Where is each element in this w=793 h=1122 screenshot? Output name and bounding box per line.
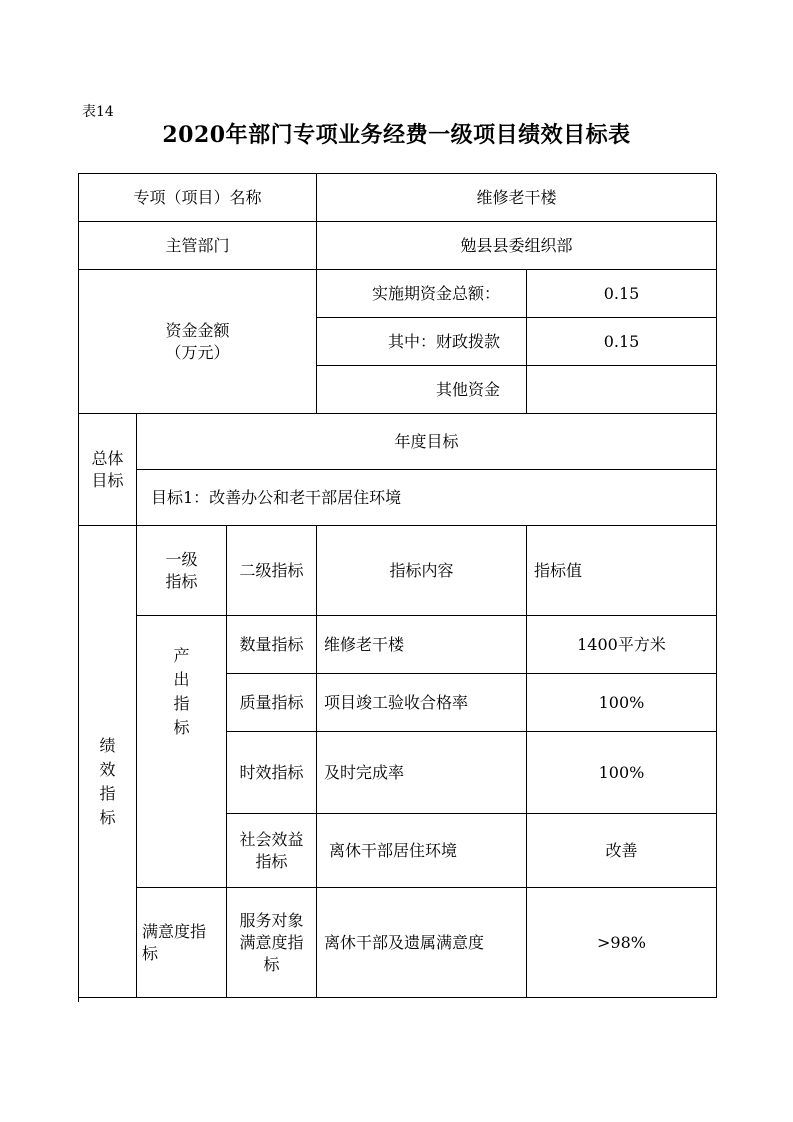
- funds-other-label: 其他资金: [317, 366, 527, 414]
- output-indicator-label: [137, 616, 227, 888]
- satisfaction-label-line1: 满意度指: [142, 921, 207, 941]
- overall-goal-label-line2: 目标: [91, 470, 124, 490]
- funds-fiscal-value: 0.15: [527, 318, 717, 366]
- goal-1: 目标1：改善办公和老干部居住环境: [137, 470, 717, 526]
- quantity-value: 1400平方米: [527, 616, 717, 674]
- output-label-char: 标: [173, 718, 190, 737]
- level2-indicator-header: 二级指标: [227, 526, 317, 616]
- service-satisfaction-indicator: [227, 888, 317, 998]
- quantity-content: 维修老干楼: [317, 616, 527, 674]
- table-number: 表14: [82, 104, 114, 120]
- indicator-content-header: 指标内容: [317, 526, 527, 616]
- funds-fiscal-label: 其中：财政拨款: [317, 318, 527, 366]
- output-label-char: 出: [173, 670, 190, 689]
- service-satisfaction-line3: 标: [263, 954, 280, 974]
- service-satisfaction-line1: 服务对象: [239, 910, 304, 930]
- department-value: 勉县县委组织部: [317, 222, 717, 270]
- satisfaction-indicator-label: [137, 888, 227, 998]
- satisfaction-label-line2: 标: [142, 943, 159, 963]
- project-name-value: 维修老干楼: [317, 174, 717, 222]
- quality-indicator: 质量指标: [227, 674, 317, 732]
- timeliness-value: 100%: [527, 732, 717, 814]
- funds-total-label: 实施期资金总额：: [317, 270, 527, 318]
- level1-indicator-header: [137, 526, 227, 616]
- perf-label-char: 标: [99, 807, 116, 827]
- indicator-value-header: 指标值: [527, 526, 717, 616]
- funds-label: [79, 270, 317, 414]
- service-satisfaction-line2: 满意度指: [239, 932, 304, 952]
- output-label-char: 指: [173, 694, 190, 713]
- page-title: 2020年部门专项业务经费一级项目绩效目标表: [162, 122, 631, 148]
- social-benefit-line1: 社会效益: [239, 829, 304, 849]
- social-benefit-line2: 指标: [255, 851, 288, 871]
- quality-value: 100%: [527, 674, 717, 732]
- performance-target-table: [78, 173, 716, 1002]
- project-name-label: 专项（项目）名称: [79, 174, 317, 222]
- overall-goal-label-line1: 总体: [91, 448, 124, 468]
- funds-total-value: 0.15: [527, 270, 717, 318]
- quantity-indicator: 数量指标: [227, 616, 317, 674]
- quality-content: 项目竣工验收合格率: [317, 674, 527, 732]
- funds-other-value: [527, 366, 717, 414]
- funds-label-line2: （万元）: [165, 342, 230, 362]
- performance-indicator-label: [79, 526, 137, 998]
- social-benefit-value: 改善: [527, 814, 717, 888]
- department-label: 主管部门: [79, 222, 317, 270]
- output-label-char: 产: [173, 646, 190, 665]
- overall-goal-label: [79, 414, 137, 526]
- perf-label-char: 绩: [99, 735, 116, 755]
- perf-label-char: 指: [99, 783, 116, 803]
- timeliness-content: 及时完成率: [317, 732, 527, 814]
- social-benefit-indicator: [227, 814, 317, 888]
- level1-header-line1: 一级: [165, 549, 198, 569]
- level1-header-line2: 指标: [165, 571, 198, 591]
- satisfaction-value: >98%: [527, 888, 717, 998]
- social-benefit-content: 离休干部居住环境: [317, 814, 527, 888]
- perf-label-char: 效: [99, 759, 116, 779]
- annual-goal-header: 年度目标: [137, 414, 717, 470]
- timeliness-indicator: 时效指标: [227, 732, 317, 814]
- satisfaction-content: 离休干部及遗属满意度: [317, 888, 527, 998]
- funds-label-line1: 资金金额: [165, 320, 230, 340]
